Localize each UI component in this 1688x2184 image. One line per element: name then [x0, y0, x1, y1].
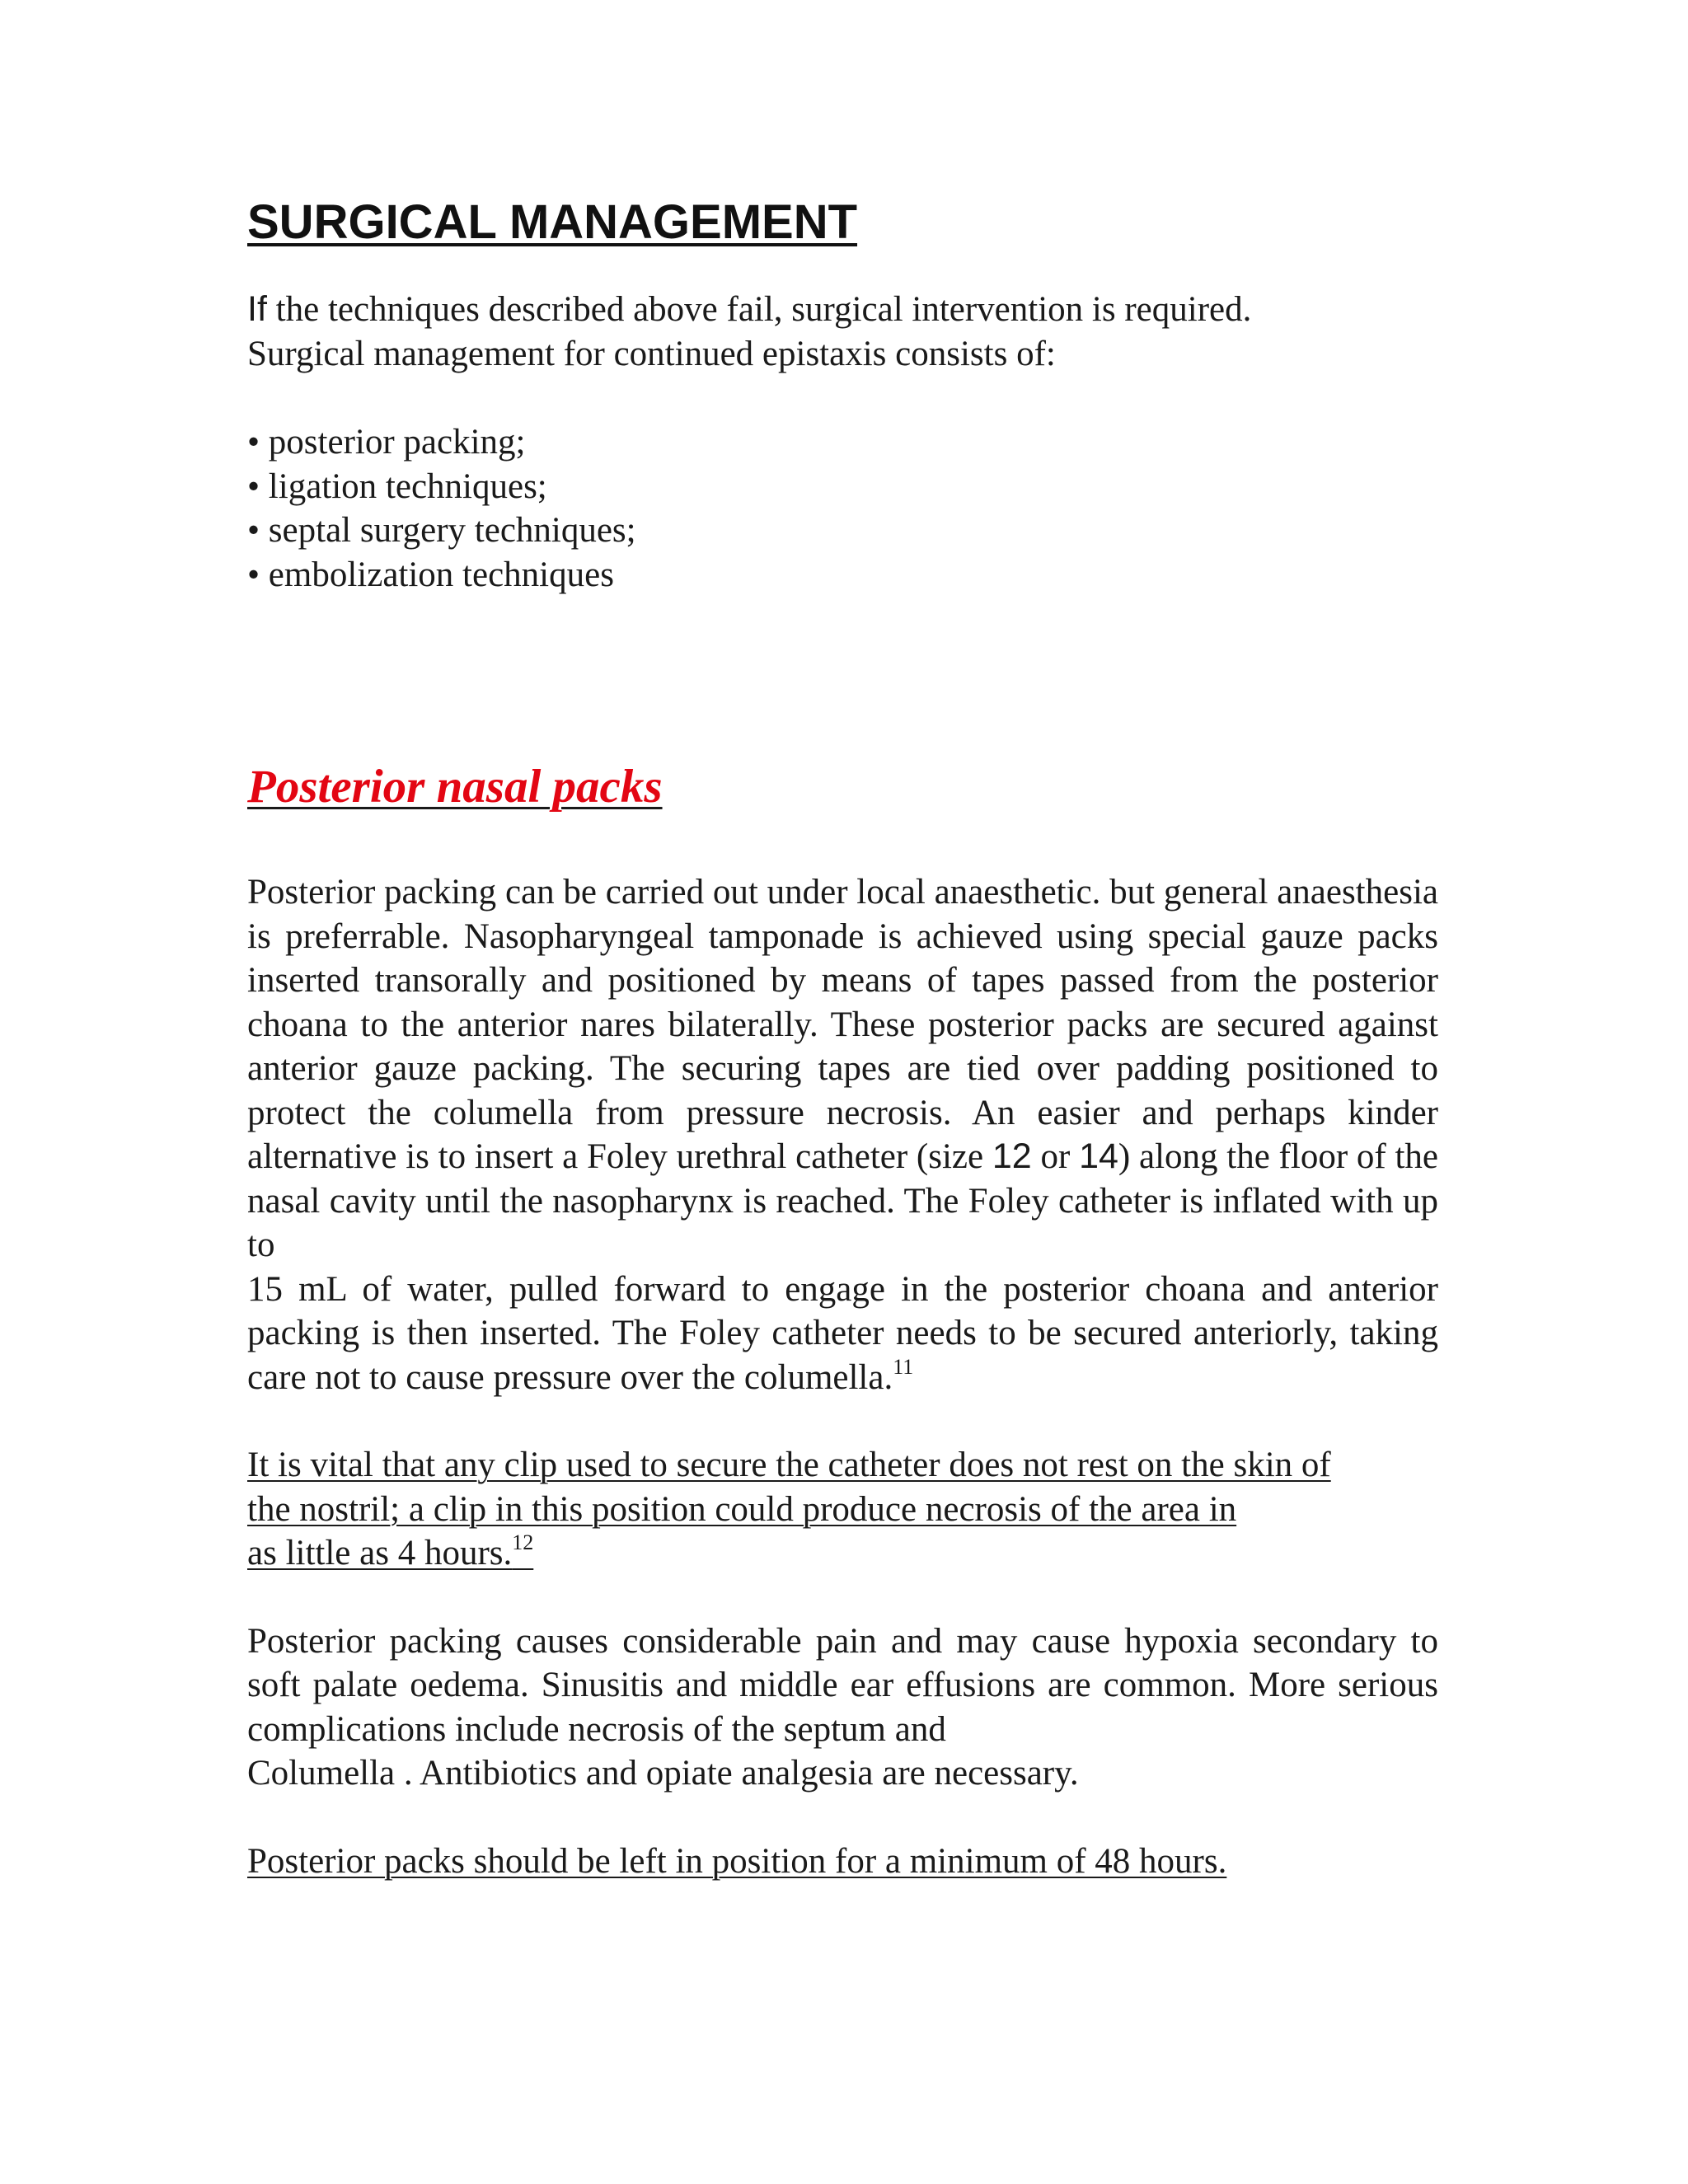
- packing-text-a: Posterior packing can be carried out under local anaesthetic. but general anaesthesia is preferrable. Nasopharyngeal tamponade is achieved using special gauze packs inserted transorally and positioned by means of tapes passed from the posterior choana to the anterior nares bilaterally. These posterior packs are secured against anterior gauze packing. The securing tapes are tied over padding positioned to protect the columella from pressure necrosis. An easier and perhaps kinder alternative is to insert a Foley urethral catheter (size: [247, 873, 1438, 1176]
- intro-line-2: Surgical management for continued epistaxis consists of:: [247, 334, 1056, 373]
- duration-note: Posterior packs should be left in position for a minimum of 48 hours.: [247, 1841, 1227, 1881]
- intro-first-word: If: [247, 289, 267, 329]
- complications-paragraph: [247, 1619, 1438, 1796]
- intro-line-1: the techniques described above fail, surgical intervention is required.: [266, 290, 1252, 329]
- bullet-list: [247, 420, 1438, 597]
- warning-line-2: the nostril; a clip in this position could produce necrosis of the area in: [247, 1489, 1237, 1529]
- complications-text: Posterior packing causes considerable pain and may cause hypoxia secondary to soft palate oedema. Sinusitis and middle ear effusions are common. More serious complications include necrosis of the septum and: [247, 1621, 1438, 1749]
- document-page: [247, 194, 1438, 1883]
- packing-text-b: ) along the floor of the nasal cavity until the nasopharynx is reached. The Foley catheter is inflated with up to: [247, 1137, 1439, 1264]
- complications-last-line: Columella . Antibiotics and opiate analgesia are necessary.: [247, 1754, 1079, 1793]
- list-item: • ligation techniques;: [247, 466, 547, 506]
- list-item: • embolization techniques: [247, 555, 614, 594]
- subsection-heading-text: Posterior nasal packs: [247, 761, 663, 813]
- catheter-size-a: 12: [992, 1137, 1032, 1176]
- packing-text-c: 15 mL of water, pulled forward to engage in the posterior choana and anterior packing is then inserted. The Foley catheter needs to be secured anteriorly, taking care not to cause pressure over the columella.: [247, 1269, 1438, 1397]
- list-item: • septal surgery techniques;: [247, 511, 636, 550]
- list-item: • posterior packing;: [247, 423, 526, 462]
- section-heading: SURGICAL MANAGEMENT: [247, 195, 858, 249]
- warning-line-3: as little as 4 hours.: [247, 1534, 513, 1572]
- reference-superscript: 12: [512, 1530, 534, 1554]
- warning-line-1: It is vital that any clip used to secure the catheter does not rest on the skin of: [247, 1446, 1331, 1484]
- posterior-packing-paragraph: [247, 870, 1438, 1399]
- subsection-heading: [247, 758, 1438, 816]
- catheter-size-b: 14: [1079, 1137, 1118, 1176]
- packing-text-or: or: [1031, 1137, 1080, 1176]
- intro-paragraph: [247, 288, 1438, 376]
- reference-superscript: 11: [893, 1354, 914, 1379]
- warning-paragraph: [247, 1443, 1438, 1576]
